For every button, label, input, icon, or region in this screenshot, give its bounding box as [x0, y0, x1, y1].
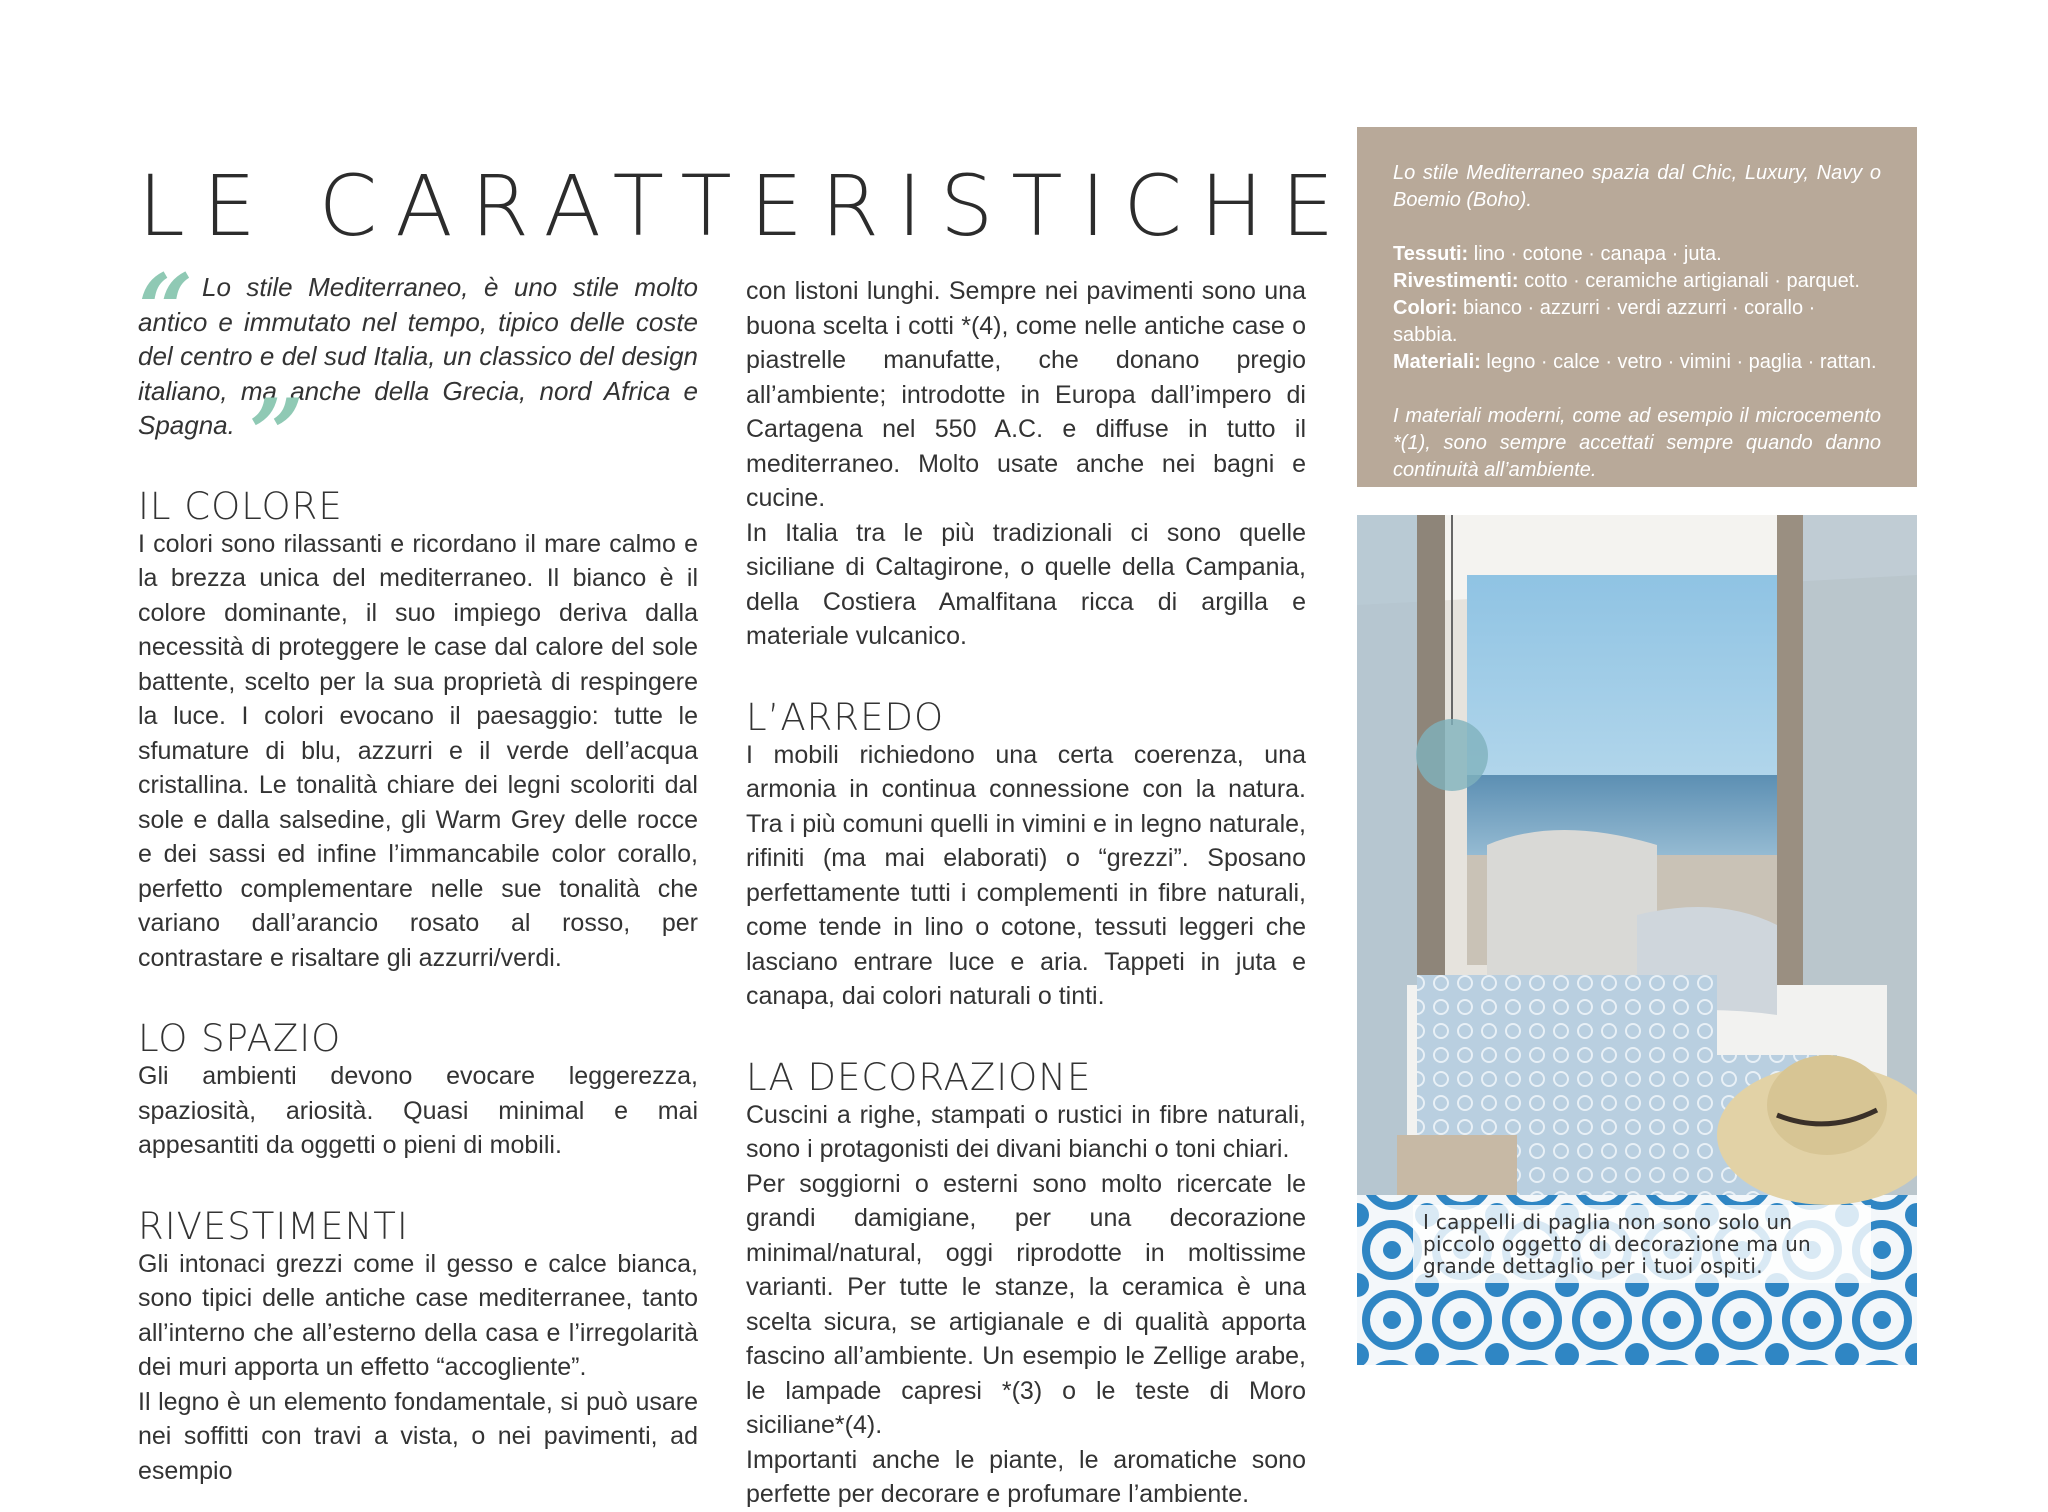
info-intro: Lo stile Mediterraneo spazia dal Chic, Luxury, Navy o Boemio (Boho). — [1393, 162, 1881, 211]
info-label: Materiali: — [1393, 351, 1481, 373]
section-title-decorazione: LA DECORAZIONE — [746, 1055, 1092, 1099]
info-value: lino · cotone · canapa · juta. — [1473, 243, 1722, 265]
section-title-rivestimenti: RIVESTIMENTI — [138, 1204, 409, 1248]
style-info-box — [1357, 127, 1917, 487]
info-row-tessuti — [1393, 241, 1881, 268]
section-text-spazio: Gli ambienti devono evocare leggerezza, spaziosità, ariosità. Quasi minimal e mai appesantiti da oggetti o pieni di mobili. — [138, 1062, 698, 1159]
info-value: bianco · azzurri · verdi azzurri · corallo · sabbia. — [1393, 297, 1816, 346]
section-text-rivestimenti-1: Gli intonaci grezzi come il gesso e calce bianca, sono tipici delle antiche case mediterranee, tanto all’interno che all’esterno della casa e l’irregolarità dei muri apporta un effetto “accogliente”. — [138, 1249, 698, 1381]
info-row-colori — [1393, 295, 1881, 349]
section-title-spazio: LO SPAZIO — [138, 1017, 342, 1060]
section-text-arredo: I mobili richiedono una certa coerenza, una armonia in continua connessione con la natura. Tra i più comuni quelli in vimini e in legno naturale, rifiniti (ma mai elaborati) o “grezzi”. Sposano perfettamente tutti i complementi in fibre naturali, come tende in lino o cotone, tessuti leggeri che lasciano entrare luce e aria. Tappeti in juta e canapa, dai colori naturali o tinti. — [746, 740, 1306, 1010]
section-text-colore: I colori sono rilassanti e ricordano il mare calmo e la brezza unica del mediterraneo. Il bianco è il colore dominante, il suo impiego deriva dalla necessità di proteggere le case dal calore del sole battente, scelto per la sua proprietà di respingere la luce. I colori evocano il paesaggio: tutte le sfumature di blu, azzurri e il verde dell’acqua cristallina. Le tonalità chiare dei legni scoloriti dal sole e dalla salsedine, gli Warm Grey delle rocce e dei sassi ed infine l’immancabile color corallo, perfetto complementare nelle sue tonalità che variano dall’arancio rosato al rosso, per contrastare e risaltare gli azzurri/verdi. — [138, 529, 698, 972]
info-label: Tessuti: — [1393, 243, 1469, 265]
section-text-decorazione-2: Per soggiorni o esterni sono molto ricercate le grandi damigiane, per una decorazione minimal/natural, oggi riprodotte in moltissime varianti. Per tutte le stanze, la ceramica è una scelta sicura, se artigianale e di qualità apporta fascino all’ambiente. Un esempio le Zellige arabe, le lampade capresi *(3) o le teste di Moro siciliane*(4). — [746, 1169, 1306, 1439]
info-row-rivestimenti — [1393, 268, 1881, 295]
section-title-arredo: L’ARREDO — [746, 695, 945, 739]
info-label: Colori: — [1393, 297, 1458, 319]
info-value: cotto · ceramiche artigianali · parquet. — [1524, 270, 1860, 292]
page-title: LE CARATTERISTICHE — [138, 157, 1353, 256]
photo-caption: I cappelli di paglia non sono solo un piccolo oggetto di decorazione ma un grande dettaglio per i tuoi ospiti. — [1413, 1205, 1871, 1283]
info-list — [1393, 241, 1881, 376]
intro-quote: “ Lo stile Mediterraneo, è uno stile molto antico e immutato nel tempo, tipico delle coste del centro e del sud Italia, un classico del design italiano, ma anche della Grecia, nord Africa e Spagna. ” — [138, 253, 698, 491]
quote-text: Lo stile Mediterraneo, è uno stile molto antico e immutato nel tempo, tipico delle coste del centro e del sud Italia, un classico del design italiano, ma anche della Grecia, nord Africa e Spagna. — [138, 272, 698, 440]
text-column-left — [138, 253, 698, 1488]
section-text-rivestimenti-4: In Italia tra le più tradizionali ci sono quelle siciliane di Caltagirone, o quelle della Campania, della Costiera Amalfitana ricca di argilla e materiale vulcanico. — [746, 518, 1306, 650]
section-title-colore: IL COLORE — [138, 484, 343, 528]
section-text-decorazione-1: Cuscini a righe, stampati o rustici in fibre naturali, sono i protagonisti dei divani bianchi o toni chiari. — [746, 1100, 1306, 1163]
info-value: legno · calce · vetro · vimini · paglia · rattan. — [1486, 351, 1877, 373]
info-label: Rivestimenti: — [1393, 270, 1519, 292]
bedroom-photo — [1357, 515, 1917, 1365]
text-column-middle — [746, 274, 1306, 1512]
section-text-rivestimenti-3: con listoni lunghi. Sempre nei pavimenti sono una buona scelta i cotti *(4), come nelle antiche case o piastrelle manufatte, che donano pregio all’ambiente; introdotte in Europa dall’impero di Cartagena nel 550 A.C. e diffuse in tutto il mediterraneo. Molto usate anche nei bagni e cucine. — [746, 277, 1306, 512]
section-text-decorazione-3: Importanti anche le piante, le aromatiche sono perfette per decorare e profumare l’ambiente. — [746, 1445, 1306, 1508]
open-quote-icon: “ — [138, 253, 194, 366]
info-row-materiali — [1393, 349, 1881, 376]
section-text-rivestimenti-2: Il legno è un elemento fondamentale, si può usare nei soffitti con travi a vista, o nei pavimenti, ad esempio — [138, 1387, 698, 1485]
info-outro: I materiali moderni, come ad esempio il microcemento *(1), sono sempre accettati sempre quando danno continuità all’ambiente. — [1393, 405, 1881, 481]
